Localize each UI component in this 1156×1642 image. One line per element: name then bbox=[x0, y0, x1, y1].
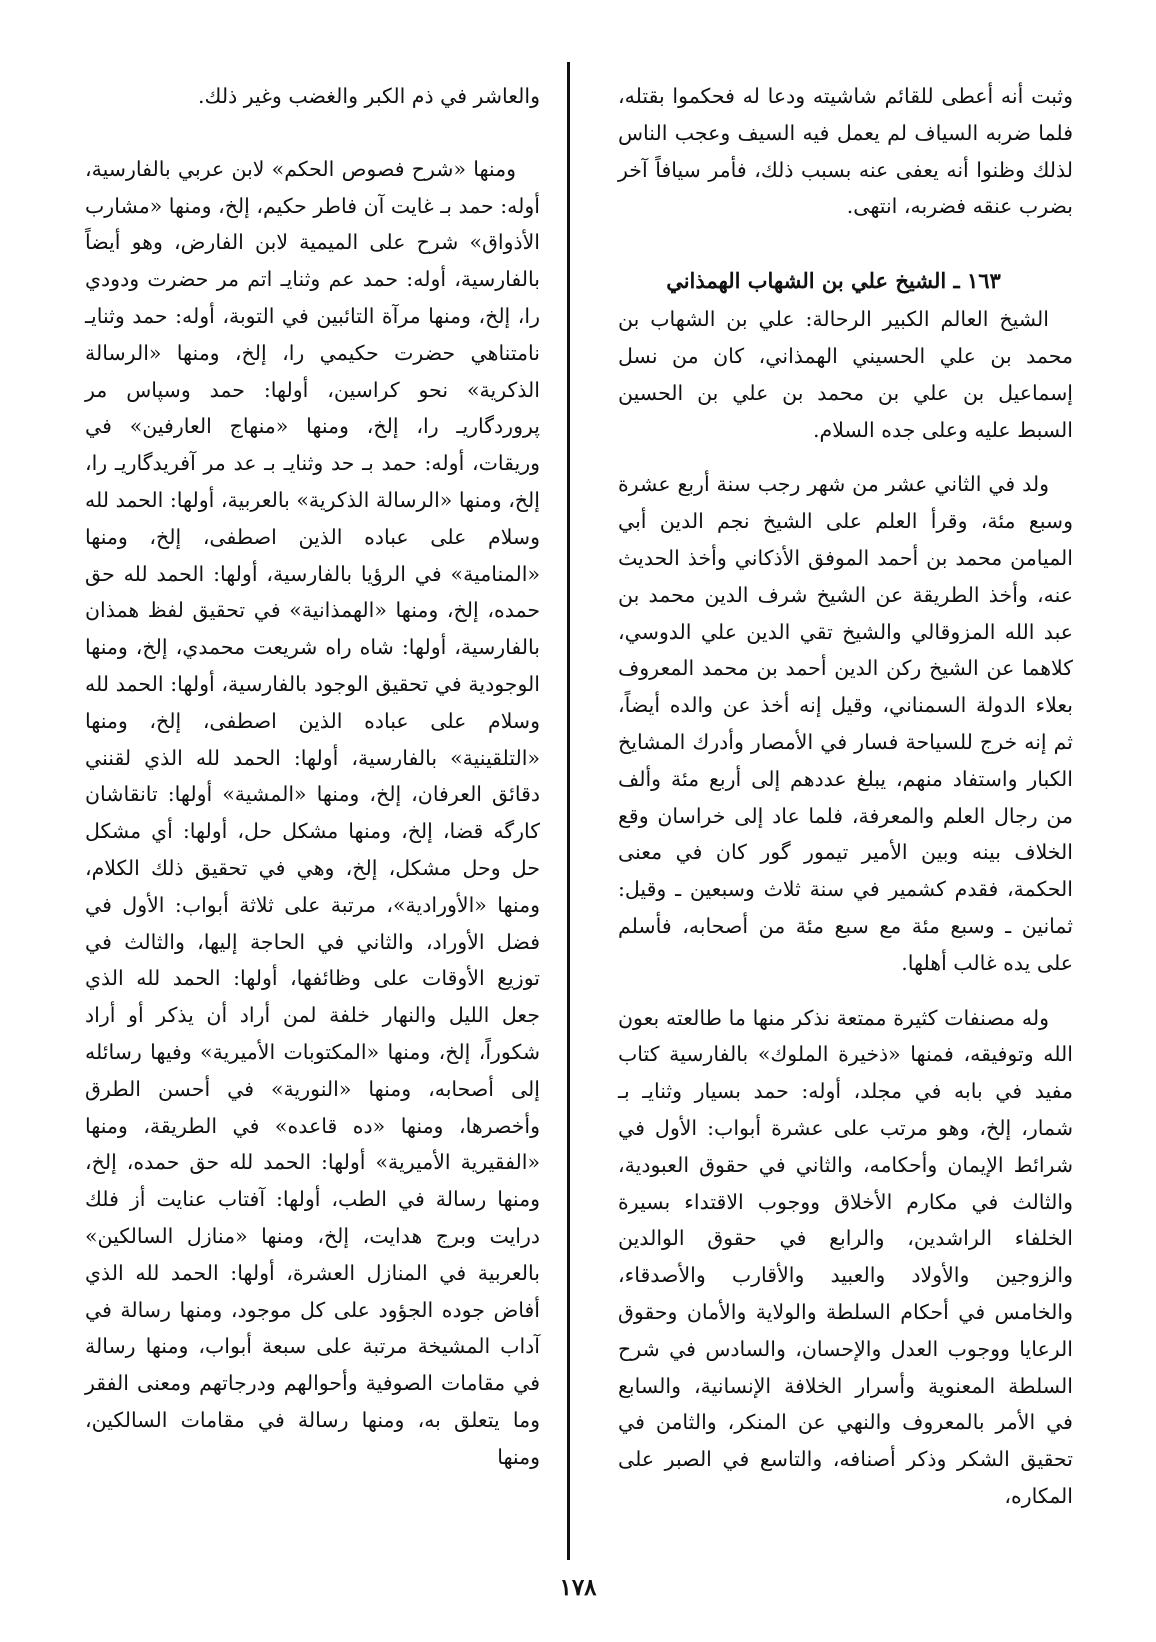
column-divider bbox=[567, 62, 570, 1560]
paragraph-tenth-chapter: والعاشر في ذم الكبر والغضب وغير ذلك. bbox=[198, 84, 540, 108]
right-column bbox=[618, 78, 1073, 1515]
biography-heading: ١٦٣ ـ الشيخ علي بن الشهاب الهمذاني bbox=[666, 268, 1001, 294]
paragraph-works: وله مصنفات كثيرة ممتعة نذكر منها ما طالعته بعون الله وتوفيقه، فمنها «ذخيرة الملوك» بالفارسية كتاب مفيد في بابه في مجلد، أوله: حمد بسيار وثنايـ بـ شمار، إلخ، وهو مرتب على عشرة أبواب: الأول في شرائط الإيمان وأحكامه، والثاني في حقوق العبودية، والثالث في مكارم الأخلاق ووجوب الاقتداء بسيرة الخلفاء الراشدين، والرابع في حقوق الوالدين والزوجين والأولاد والعبيد والأقارب والأصدقاء، والخامس في أحكام السلطة والولاية والأمان وحقوق الرعايا ووجوب العدل والإحسان، والسادس في شرح السلطة المعنوية وأسرار الخلافة الإنسانية، والسابع في الأمر بالمعروف والنهي عن المنكر، والثامن في تحقيق الشكر وذكر أصنافه، والتاسع في الصبر على المكاره، bbox=[618, 1005, 1073, 1508]
paragraph-birth-and-travels: ولد في الثاني عشر من شهر رجب سنة أربع عشرة وسبع مئة، وقرأ العلم على الشيخ نجم الدين أبي الميامن محمد بن أحمد الموفق الأذكاني وأخذ الحديث عنه، وأخذ الطريقة عن الشيخ شرف الدين محمد بن عبد الله المزوقالي والشيخ تقي الدين علي الدوسي، كلاهما عن الشيخ ركن الدين أحمد بن محمد المعروف بعلاء الدولة السمناني، وقيل إنه أخذ عن والده أيضاً، ثم إنه خرج للسياحة فسار في الأمصار وأدرك المشايخ الكبار واستفاد منهم، يبلغ عددهم إلى أربع مئة وألف من رجال العلم والمعرفة، فلما عاد إلى خراسان وقع الخلاف بينه وبين الأمير تيمور گور كان في معنى الحكمة، فقدم كشمير في سنة ثلاث وسبعين ـ وقيل: ثمانين ـ وسبع مئة مع سبع مئة من أصحابه، فأسلم على يده غالب أهلها. bbox=[618, 472, 1073, 975]
paragraph-introduction: الشيخ العالم الكبير الرحالة: علي بن الشهاب بن محمد بن علي الحسيني الهمذاني، كان من نسل إسماعيل بن علي بن محمد بن علي بن الحسين السبط عليه وعلى جده السلام. bbox=[618, 307, 1073, 442]
page-number: ١٧٨ bbox=[559, 1574, 597, 1601]
paragraph-execution-story: وثبت أنه أعطى للقائم شاشيته ودعا له فحكموا بقتله، فلما ضربه السياف لم يعمل فيه السيف وعجب الناس لذلك وظنوا أنه يعفى عنه بسبب ذلك، فأمر سيافاً آخر بضرب عنقه فضربه، انتهى. bbox=[618, 84, 1073, 219]
paragraph-works-list: ومنها «شرح فصوص الحكم» لابن عربي بالفارسية، أوله: حمد بـ غايت آن فاطر حكيم، إلخ، ومنها «مشارب الأذواق» شرح على الميمية لابن الفارض، وهو أيضاً بالفارسية، أوله: حمد عم وثنايـ اتم مر حضرت ودودي را، إلخ، ومنها مرآة التائبين في التوبة، أوله: حمد وثنايـ نامتناهي حضرت حكيمي را، إلخ، ومنها «الرسالة الذكرية» نحو كراسين، أولها: حمد وسپاس مر پروردگاريـ را، إلخ، ومنها «منهاج العارفين» في وريقات، أوله: حمد بـ حد وثنايـ بـ عد مر آفريدگاريـ را، إلخ، ومنها «الرسالة الذكرية» بالعربية، أولها: الحمد لله وسلام على عباده الذين اصطفى، إلخ، ومنها «المنامية» في الرؤيا بالفارسية، أولها: الحمد لله حق حمده، إلخ، ومنها «الهمذانية» في تحقيق لفظ همذان بالفارسية، أولها: شاه راه شريعت محمدي، إلخ، ومنها الوجودية في تحقيق الوجود بالفارسية، أولها: الحمد لله وسلام على عباده الذين اصطفى، إلخ، ومنها «التلقينية» بالفارسية، أولها: الحمد لله الذي لقنني دقائق العرفان، إلخ، ومنها «المشية» أولها: تانقاشان كارگه قضا، إلخ، ومنها مشكل حل، أولها: أي مشكل حل وحل مشكل، إلخ، وهي في تحقيق ذلك الكلام، ومنها «الأورادية»، مرتبة على ثلاثة أبواب: الأول في فضل الأوراد، والثاني في الحاجة إليها، والثالث في توزيع الأوقات على وظائفها، أولها: الحمد لله الذي جعل الليل والنهار خلفة لمن أراد أن يذكر أو أراد شكوراً، إلخ، ومنها «المكتوبات الأميرية» وفيها رسائله إلى أصحابه، ومنها «النورية» في أحسن الطرق وأخصرها، ومنها «ده قاعده» في الطريقة، ومنها «الفقيرية الأميرية» أولها: الحمد لله حق حمده، إلخ، ومنها رسالة في الطب، أولها: آفتاب عنايت أز فلك درايت وبرج هدايت، إلخ، ومنها «منازل السالكين» بالعربية في المنازل العشرة، أولها: الحمد لله الذي أفاض جوده الجؤود على كل موجود، ومنها رسالة في آداب المشيخة مرتبة على سبعة أبواب، ومنها رسالة في مقامات الصوفية وأحوالهم ودرجاتهم ومعنى الفقر وما يتعلق به، ومنها رسالة في مقامات السالكين، ومنها bbox=[85, 156, 540, 1469]
left-column bbox=[85, 78, 540, 1475]
